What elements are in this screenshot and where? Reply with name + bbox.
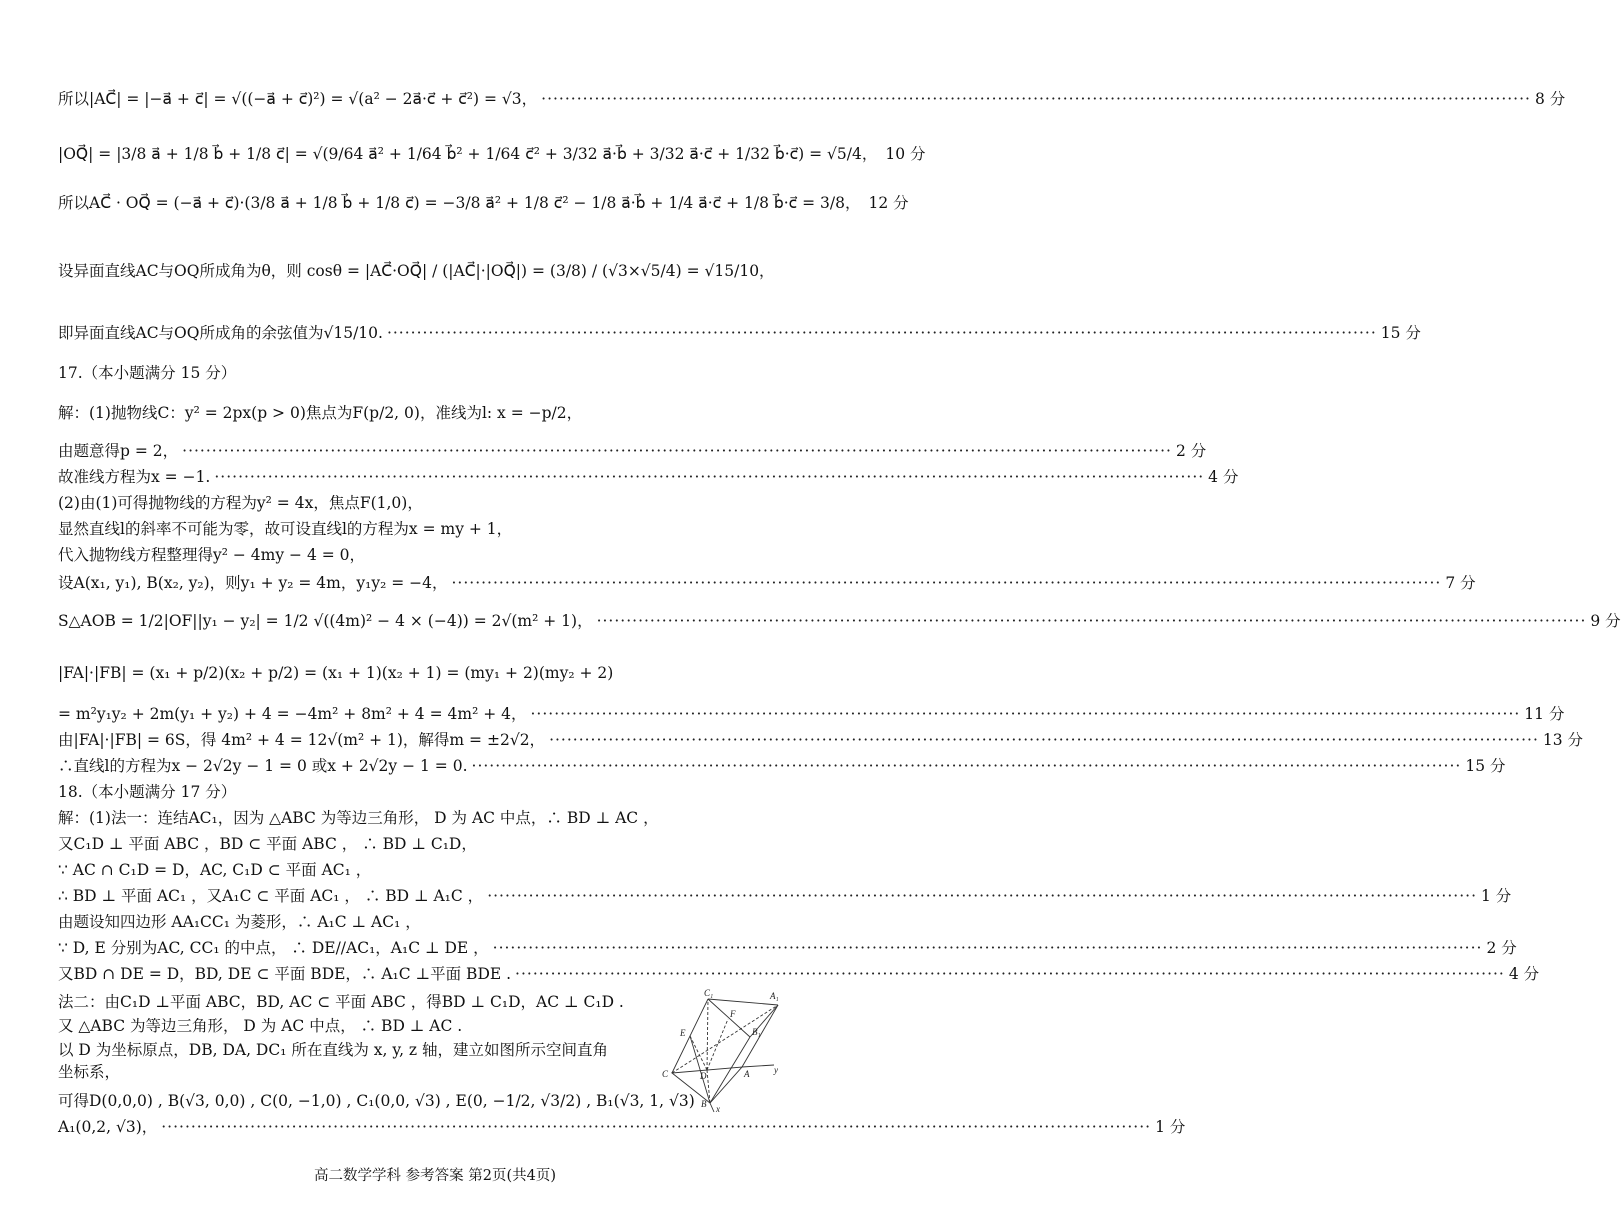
leader-dots bbox=[530, 703, 1520, 725]
score-points: 1 分 bbox=[1481, 887, 1512, 905]
solution-line bbox=[58, 610, 1621, 632]
score-points: 10 分 bbox=[885, 145, 926, 163]
solution-line bbox=[58, 143, 926, 165]
line-text: 显然直线l的斜率不可能为零，故可设直线l的方程为x = my + 1， bbox=[58, 520, 513, 538]
solution-line bbox=[58, 322, 1421, 344]
edge-d-c1 bbox=[707, 999, 708, 1070]
solution-line bbox=[58, 402, 800, 424]
solution-line: 法二：由C₁D ⊥平面 ABC，BD, AC ⊂ 平面 ABC ，得BD ⊥ C₁D，AC ⊥ C₁D . bbox=[58, 993, 624, 1011]
score-points: 4 分 bbox=[1208, 468, 1239, 486]
solution-line bbox=[58, 88, 1566, 110]
label-c: C bbox=[662, 1069, 669, 1079]
line-text: = m²y₁y₂ + 2m(y₁ + y₂) + 4 = −4m² + 8m² + 4 = 4m² + 4， bbox=[58, 705, 527, 723]
leader-dots bbox=[472, 755, 1462, 777]
prism-coordinate-figure bbox=[660, 985, 782, 1113]
label-x: x bbox=[716, 1104, 720, 1114]
label-a: A bbox=[744, 1069, 750, 1079]
edge-c-a1 bbox=[672, 1005, 778, 1073]
solution-line bbox=[58, 362, 800, 384]
line-text: 由题意得p = 2， bbox=[58, 442, 179, 460]
solution-line bbox=[58, 260, 800, 282]
solution-line bbox=[58, 440, 1207, 462]
label-b1: B₁ bbox=[752, 1027, 761, 1037]
score-points: 11 分 bbox=[1524, 705, 1565, 723]
score-points: 4 分 bbox=[1508, 965, 1540, 983]
solution-line bbox=[58, 572, 1476, 594]
score-points: 2 分 bbox=[1486, 939, 1517, 957]
solution-line bbox=[58, 703, 1565, 725]
solution-line bbox=[58, 885, 1512, 907]
line-text: 设A(x₁, y₁), B(x₂, y₂)，则y₁ + y₂ = 4m，y₁y₂ = −4， bbox=[58, 574, 448, 592]
label-e: E bbox=[680, 1028, 686, 1038]
score-points: 9 分 bbox=[1590, 612, 1621, 630]
line-text: |OQ⃗| = |3/8 a⃗ + 1/8 b⃗ + 1/8 c⃗| = √(9/64 a⃗² + 1/64 b⃗² + 1/64 c⃗² + 3/32 a⃗·b⃗ + 3/32 a⃗·c⃗ + 1/32 b⃗·c⃗) = √5/4， bbox=[58, 145, 878, 163]
leader-dots bbox=[161, 1116, 1151, 1138]
solution-line bbox=[58, 192, 909, 214]
line-text: ∵ AC ∩ C₁D = D，AC, C₁D ⊂ 平面 AC₁ ， bbox=[58, 861, 372, 879]
line-text: 代入抛物线方程整理得y² − 4my − 4 = 0， bbox=[58, 546, 366, 564]
line-text: 设异面直线AC与OQ所成角为θ，则 cosθ = |AC⃗·OQ⃗| / (|AC⃗|·|OQ⃗|) = (3/8) / (√3×√5/4) = √15/10， bbox=[58, 262, 775, 280]
solution-line bbox=[58, 807, 800, 829]
axis-x bbox=[710, 1103, 714, 1112]
line-text: ∵ D, E 分别为AC, CC₁ 的中点， ∴ DE//AC₁，A₁C ⊥ DE ， bbox=[58, 939, 489, 957]
solution-line-last bbox=[58, 1116, 1186, 1138]
line-text: 由|FA|·|FB| = 6S，得 4m² + 4 = 12√(m² + 1)，解得m = ±2√2， bbox=[58, 731, 546, 749]
score-points: 2 分 bbox=[1175, 442, 1207, 460]
line-text: 解：(1)抛物线C：y² = 2px(p > 0)焦点为F(p/2, 0)，准线为l: x = −p/2， bbox=[58, 404, 583, 422]
solution-line bbox=[58, 729, 1584, 751]
line-text: 17.（本小题满分 15 分） bbox=[58, 364, 237, 382]
leader-dots bbox=[214, 466, 1204, 488]
solution-line bbox=[58, 859, 800, 881]
edge-c1-b1 bbox=[708, 999, 750, 1037]
line-text: 又C₁D ⊥ 平面 ABC ，BD ⊂ 平面 ABC ， ∴ BD ⊥ C₁D， bbox=[58, 835, 477, 853]
solution-line: 可得D(0,0,0) , B(√3, 0,0) , C(0, −1,0) , C₁(0,0, √3) , E(0, −1/2, √3/2) , B₁(√3, 1, √3) bbox=[58, 1092, 695, 1110]
line-text: ∴直线l的方程为x − 2√2y − 1 = 0 或x + 2√2y − 1 = 0. bbox=[58, 757, 468, 775]
line-text: 18.（本小题满分 17 分） bbox=[58, 783, 237, 801]
page-footer: 高二数学学科 参考答案 第2页(共4页) bbox=[314, 1168, 556, 1184]
leader-dots bbox=[597, 610, 1587, 632]
label-b: B bbox=[701, 1099, 707, 1109]
leader-dots bbox=[487, 885, 1477, 907]
solution-line bbox=[58, 781, 800, 803]
score-points: 7 分 bbox=[1445, 574, 1476, 592]
line-text: 又BD ∩ DE = D，BD, DE ⊂ 平面 BDE，∴ A₁C ⊥平面 BDE . bbox=[58, 965, 512, 983]
line-text: |FA|·|FB| = (x₁ + p/2)(x₂ + p/2) = (x₁ + 1)(x₂ + 1) = (my₁ + 2)(my₂ + 2) bbox=[58, 664, 614, 682]
solution-line bbox=[58, 833, 800, 855]
score-points: 15 分 bbox=[1380, 324, 1421, 342]
line-text: A₁(0,2, √3)， bbox=[58, 1118, 158, 1136]
leader-dots bbox=[387, 322, 1377, 344]
score-points: 13 分 bbox=[1542, 731, 1584, 749]
solution-line bbox=[58, 518, 800, 540]
solution-line: 以 D 为坐标原点，DB, DA, DC₁ 所在直线为 x, y, z 轴，建立如图所示空间直角 bbox=[58, 1041, 609, 1059]
solution-line: 坐标系， bbox=[58, 1063, 121, 1081]
axis-y bbox=[742, 1065, 774, 1067]
solution-line: 又 △ABC 为等边三角形， D 为 AC 中点， ∴ BD ⊥ AC . bbox=[58, 1017, 463, 1035]
solution-line bbox=[58, 937, 1517, 959]
line-text: 故准线方程为x = −1. bbox=[58, 468, 211, 486]
edge-c1-a1 bbox=[708, 999, 778, 1005]
line-text: 即异面直线AC与OQ所成角的余弦值为√15/10. bbox=[58, 324, 383, 342]
leader-dots bbox=[452, 572, 1442, 594]
solution-line bbox=[58, 911, 800, 933]
line-text: 所以|AC⃗| = |−a⃗ + c⃗| = √((−a⃗ + c⃗)²) = √(a² − 2a⃗·c⃗ + c⃗²) = √3， bbox=[58, 90, 538, 108]
solution-line bbox=[58, 755, 1506, 777]
label-y: y bbox=[774, 1065, 778, 1075]
line-text: S△AOB = 1/2|OF||y₁ − y₂| = 1/2 √((4m)² − 4 × (−4)) = 2√(m² + 1)， bbox=[58, 612, 593, 630]
line-text: ∴ BD ⊥ 平面 AC₁ ，又A₁C ⊂ 平面 AC₁ ， ∴ BD ⊥ A₁C ， bbox=[58, 887, 484, 905]
solution-line bbox=[58, 963, 1540, 985]
leader-dots bbox=[515, 963, 1505, 985]
score-points: 1 分 bbox=[1155, 1118, 1186, 1136]
label-a1: A₁ bbox=[770, 991, 779, 1001]
solution-line bbox=[58, 492, 800, 514]
leader-dots bbox=[182, 440, 1172, 462]
label-f: F bbox=[730, 1009, 736, 1019]
line-text: 由题设知四边形 AA₁CC₁ 为菱形，∴ A₁C ⊥ AC₁ ， bbox=[58, 913, 421, 931]
label-c1: C₁ bbox=[704, 988, 714, 998]
score-points: 15 分 bbox=[1465, 757, 1506, 775]
leader-dots bbox=[549, 729, 1539, 751]
edge-d-f bbox=[707, 1019, 728, 1070]
line-text: 所以AC⃗ · OQ⃗ = (−a⃗ + c⃗)·(3/8 a⃗ + 1/8 b⃗ + 1/8 c⃗) = −3/8 a⃗² + 1/8 c⃗² − 1/8 a⃗·b⃗ + 1/4 a⃗·c⃗ + 1/8 b⃗·c⃗ = 3/8， bbox=[58, 194, 861, 212]
solution-line bbox=[58, 544, 800, 566]
leader-dots bbox=[541, 88, 1531, 110]
solution-line bbox=[58, 466, 1239, 488]
line-text: 解：(1)法一：连结AC₁，因为 △ABC 为等边三角形， D 为 AC 中点，∴ BD ⊥ AC ， bbox=[58, 809, 659, 827]
line-text: (2)由(1)可得抛物线的方程为y² = 4x，焦点F(1,0)， bbox=[58, 494, 423, 512]
score-points: 8 分 bbox=[1534, 90, 1566, 108]
leader-dots bbox=[493, 937, 1483, 959]
solution-line bbox=[58, 662, 800, 684]
score-points: 12 分 bbox=[868, 194, 909, 212]
label-d: D bbox=[700, 1071, 707, 1081]
